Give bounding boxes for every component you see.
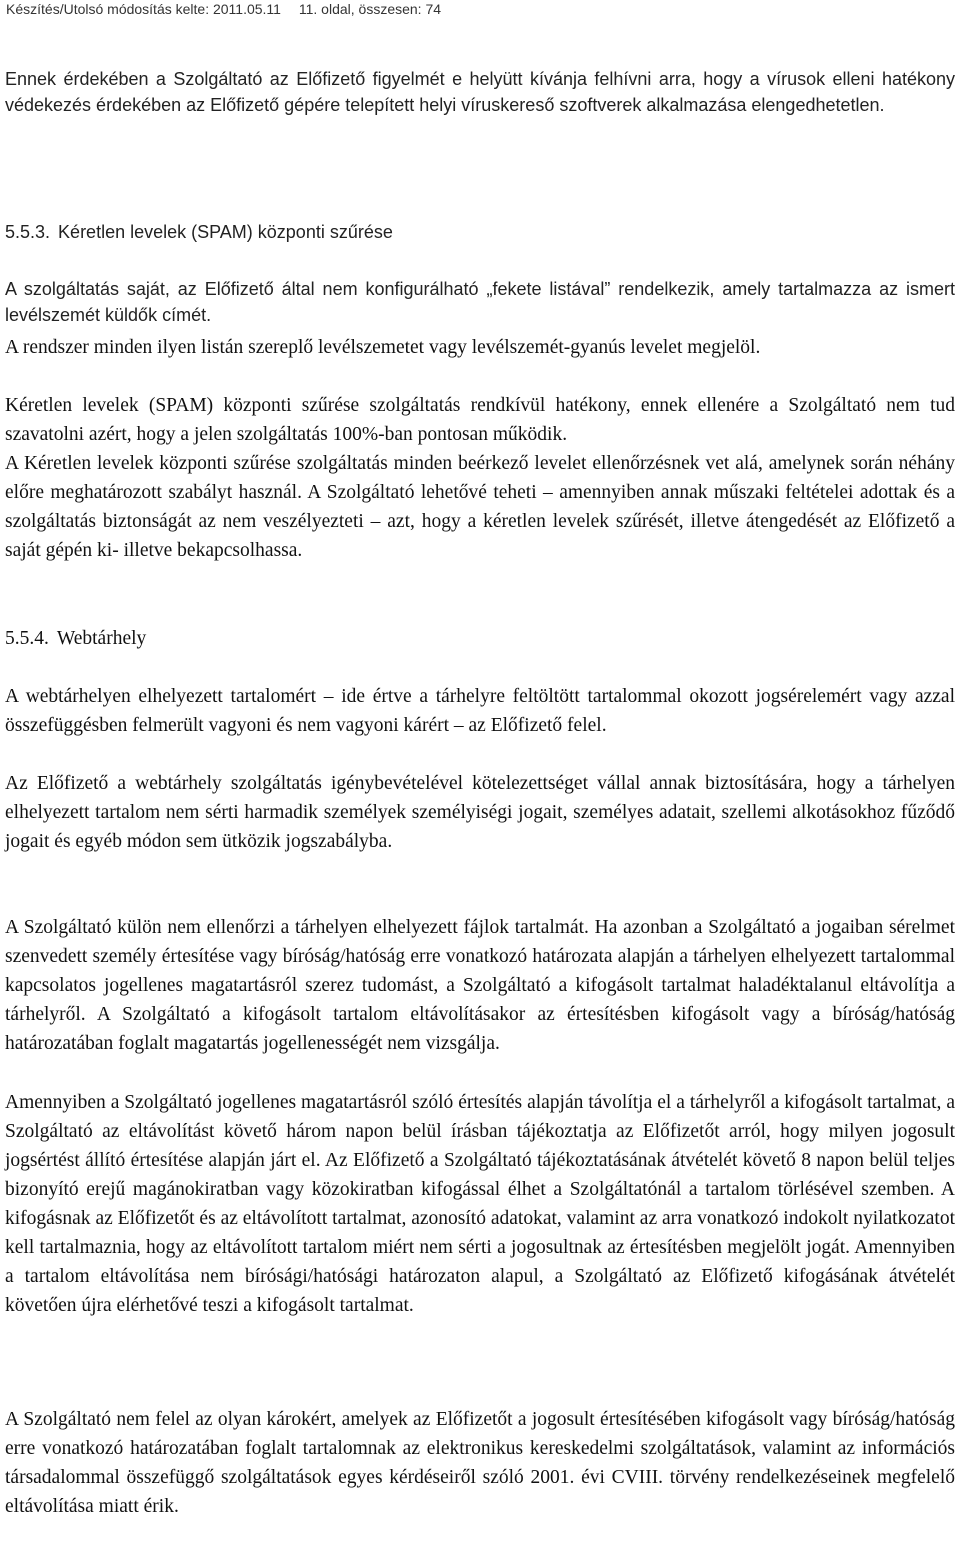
creation-date: Készítés/Utolsó módosítás kelte: 2011.05.11	[6, 1, 281, 17]
page-number: 11. oldal, összesen: 74	[298, 1, 442, 17]
section-553-number: 5.5.3.	[5, 222, 51, 242]
section-553-paragraph-2: A rendszer minden ilyen listán szereplő levélszemetet vagy levélszemét-gyanús levelet megjelöl.	[5, 337, 761, 358]
section-554-heading	[5, 624, 146, 653]
section-553-title: Kéretlen levelek (SPAM) központi szűrése	[58, 222, 393, 242]
section-553-heading	[5, 219, 393, 245]
intro-paragraph: Ennek érdekében a Szolgáltató az Előfizető figyelmét e helyütt kívánja felhívni arra, hogy a vírusok elleni hatékony védekezés érdekében az Előfizető gépére telepített helyi víruskereső szoftverek alkalmazása elengedhetetlen.	[5, 69, 955, 115]
section-554-paragraph-1: A webtárhelyen elhelyezett tartalomért – ide értve a tárhelyre feltöltött tartalommal okozott jogsérelemért vagy azzal összefüggésben felmerült vagyoni és nem vagyoni kárért – az Előfizető felel.	[5, 686, 955, 736]
section-554-paragraph-4: Amennyiben a Szolgáltató jogellenes magatartásról szóló értesítés alapján távolítja el a tárhelyről a kifogásolt tartalmat, a Szolgáltató az eltávolítást követő három napon belül írásban tájékoztatja az Előfizetőt arról, hogy milyen jogosult jogsértést állító értesítése alapján járt el. Az Előfizető a Szolgáltató tájékoztatásának átvételét követő 8 napon belül teljes bizonyító erejű magánokiratban vagy közokiratban kifogással élhet a Szolgáltatónál a tartalom törlésével szemben. A kifogásnak az Előfizetőt és az eltávolított tartalmat, azonosító adatokat, valamint az arra vonatkozó indokolt nyilatkozatot kell tartalmaznia, hogy az eltávolított tartalom miért nem sérti a jogosultnak az értesítésben megjelölt jogát. Amennyiben a tartalom eltávolítása nem bírósági/hatósági határozaton alapul, a Szolgáltató az Előfizető kifogásának átvételét követően újra elérhetővé teszi a kifogásolt tartalmat.	[5, 1092, 955, 1316]
section-554-paragraph-2: Az Előfizető a webtárhely szolgáltatás igénybevételével kötelezettséget vállal annak biztosítására, hogy a tárhelyen elhelyezett tartalom nem sérti harmadik személyek személyiségi jogait, személyes adatait, szellemi alkotásokhoz fűződő jogait és egyéb módon sem ütközik jogszabályba.	[5, 773, 955, 852]
section-554-paragraph-5: A Szolgáltató nem felel az olyan károkért, amelyek az Előfizetőt a jogosult értesítésében kifogásolt vagy bíróság/hatóság erre vonatkozó határozatában foglalt tartalomnak az elektronikus kereskedelmi szolgáltatások, valamint az információs társadalommal összefüggő szolgáltatások egyes kérdéseiről szóló 2001. évi CVIII. törvény rendelkezéseinek megfelelő eltávolítása miatt érik.	[5, 1409, 955, 1517]
section-553-paragraph-3: Kéretlen levelek (SPAM) központi szűrése szolgáltatás rendkívül hatékony, ennek ellenére a Szolgáltató nem tud szavatolni azért, hogy a jelen szolgáltatás 100%-ban pontosan működik.	[5, 395, 955, 445]
section-554-paragraph-3: A Szolgáltató külön nem ellenőrzi a tárhelyen elhelyezett fájlok tartalmát. Ha azonban a Szolgáltató a jogaiban sérelmet szenvedett személy értesítése vagy bíróság/hatóság erre vonatkozó határozata alapján a tárhelyen elhelyezett tartalommal kapcsolatos jogellenes magatartásról szerez tudomást, a Szolgáltató a kifogásolt tartalmat haladéktalanul eltávolítja a tárhelyről. A Szolgáltató a kifogásolt tartalom eltávolításakor az értesítésben kifogásolt vagy a bíróság/hatóság határozatában foglalt magatartás jogellenességét nem vizsgálja.	[5, 917, 955, 1054]
section-554-number: 5.5.4.	[5, 628, 49, 649]
section-553-paragraph-4: A Kéretlen levelek központi szűrése szolgáltatás minden beérkező levelet ellenőrzésnek vet alá, amelynek során néhány előre meghatározott szabályt használ. A Szolgáltató lehetővé teheti – amennyiben annak műszaki feltételei adottak és a szolgáltatás biztonságát az nem veszélyezteti – azt, hogy a kéretlen levelek szűrését, illetve átengedését az Előfizető a saját gépén ki- illetve bekapcsolhassa.	[5, 453, 955, 561]
section-553-paragraph-1: A szolgáltatás saját, az Előfizető által nem konfigurálható „fekete listával” rendelkezik, amely tartalmazza az ismert levélszemét küldők címét.	[5, 279, 955, 325]
section-554-title: Webtárhely	[56, 628, 147, 649]
page-header	[6, 0, 441, 18]
